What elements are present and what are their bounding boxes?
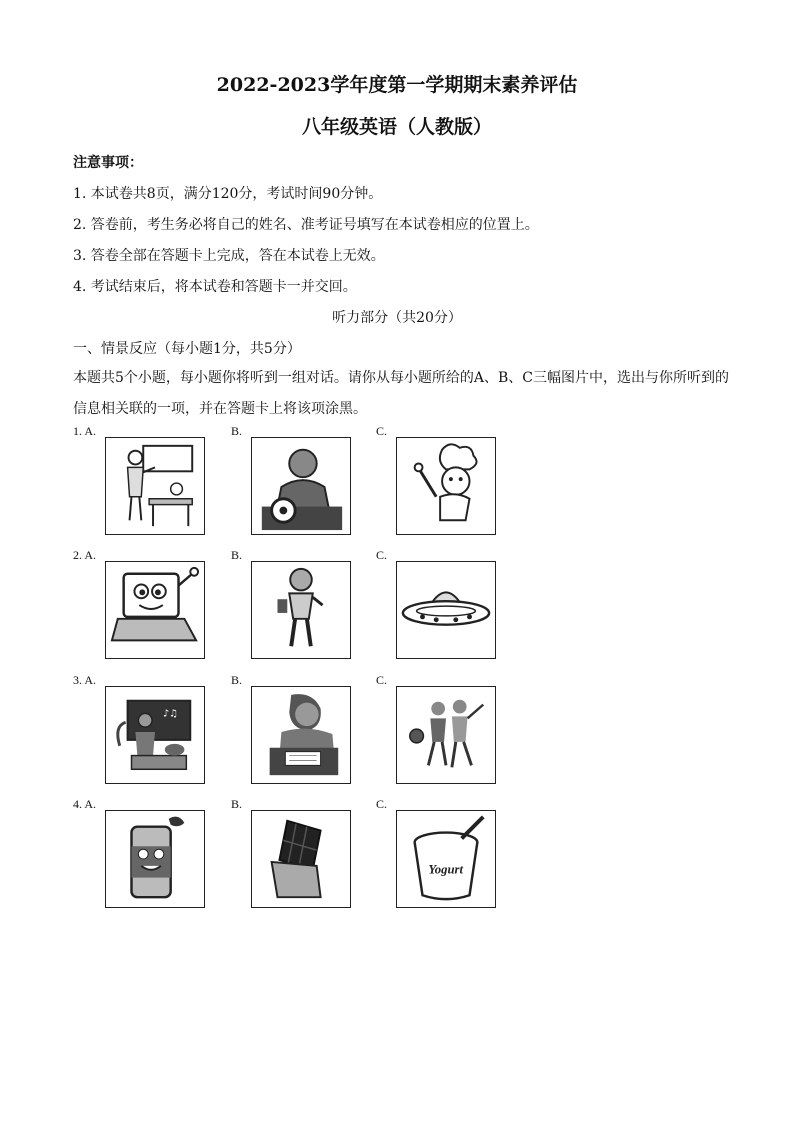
question-row-2 bbox=[73, 548, 533, 661]
note-item-3: 3. 答卷全部在答题卡上完成，答在本试卷上无效。 bbox=[73, 248, 385, 264]
option-label: B. bbox=[231, 797, 243, 811]
question-row-3 bbox=[73, 673, 533, 786]
option-label: C. bbox=[376, 673, 388, 687]
note-item-1: 1. 本试卷共8页，满分120分，考试时间90分钟。 bbox=[73, 186, 383, 202]
option-label: 1. A. bbox=[73, 424, 97, 438]
option-label: B. bbox=[231, 673, 243, 687]
question-row-4 bbox=[73, 797, 533, 910]
option-label: B. bbox=[231, 548, 243, 562]
ufo-icon bbox=[396, 561, 496, 659]
basketball-players-icon bbox=[396, 686, 496, 784]
page-title: 2022-2023学年度第一学期期末素养评估 bbox=[216, 74, 578, 96]
part-instructions: 本题共5个小题，每小题你将听到一组对话。请你从每小题所给的A、B、C三幅图片中，选出与你所听到的信息相关联的一项，并在答题卡上将该项涂黑。 bbox=[73, 370, 730, 417]
option-label: C. bbox=[376, 548, 388, 562]
yogurt-cup-icon bbox=[396, 810, 496, 908]
soda-can-icon bbox=[105, 810, 205, 908]
option-label: 2. A. bbox=[73, 548, 97, 562]
section-title: 听力部分（共20分） bbox=[332, 310, 462, 326]
part-title: 一、情景反应（每小题1分，共5分） bbox=[73, 341, 301, 357]
chef-cartoon-icon bbox=[396, 437, 496, 535]
option-label: C. bbox=[376, 424, 388, 438]
option-label: 3. A. bbox=[73, 673, 97, 687]
question-row-1 bbox=[73, 424, 533, 537]
chocolate-bar-icon bbox=[251, 810, 351, 908]
notes-heading: 注意事项： bbox=[73, 155, 143, 171]
svg-text:♪♫: ♪♫ bbox=[162, 708, 178, 720]
driver-steering-icon bbox=[251, 437, 351, 535]
note-item-4: 4. 考试结束后，将本试卷和答题卡一并交回。 bbox=[73, 279, 357, 295]
music-class-icon bbox=[105, 686, 205, 784]
option-label: C. bbox=[376, 797, 388, 811]
option-label: 4. A. bbox=[73, 797, 97, 811]
laptop-cartoon-icon bbox=[105, 561, 205, 659]
yogurt-label: Yogurt bbox=[428, 862, 464, 877]
option-label: B. bbox=[231, 424, 243, 438]
robot-icon bbox=[251, 561, 351, 659]
student-reading-icon bbox=[251, 686, 351, 784]
teacher-classroom-icon bbox=[105, 437, 205, 535]
note-item-2: 2. 答卷前，考生务必将自己的姓名、准考证号填写在本试卷相应的位置上。 bbox=[73, 217, 539, 233]
page-subtitle: 八年级英语（人教版） bbox=[301, 116, 492, 138]
